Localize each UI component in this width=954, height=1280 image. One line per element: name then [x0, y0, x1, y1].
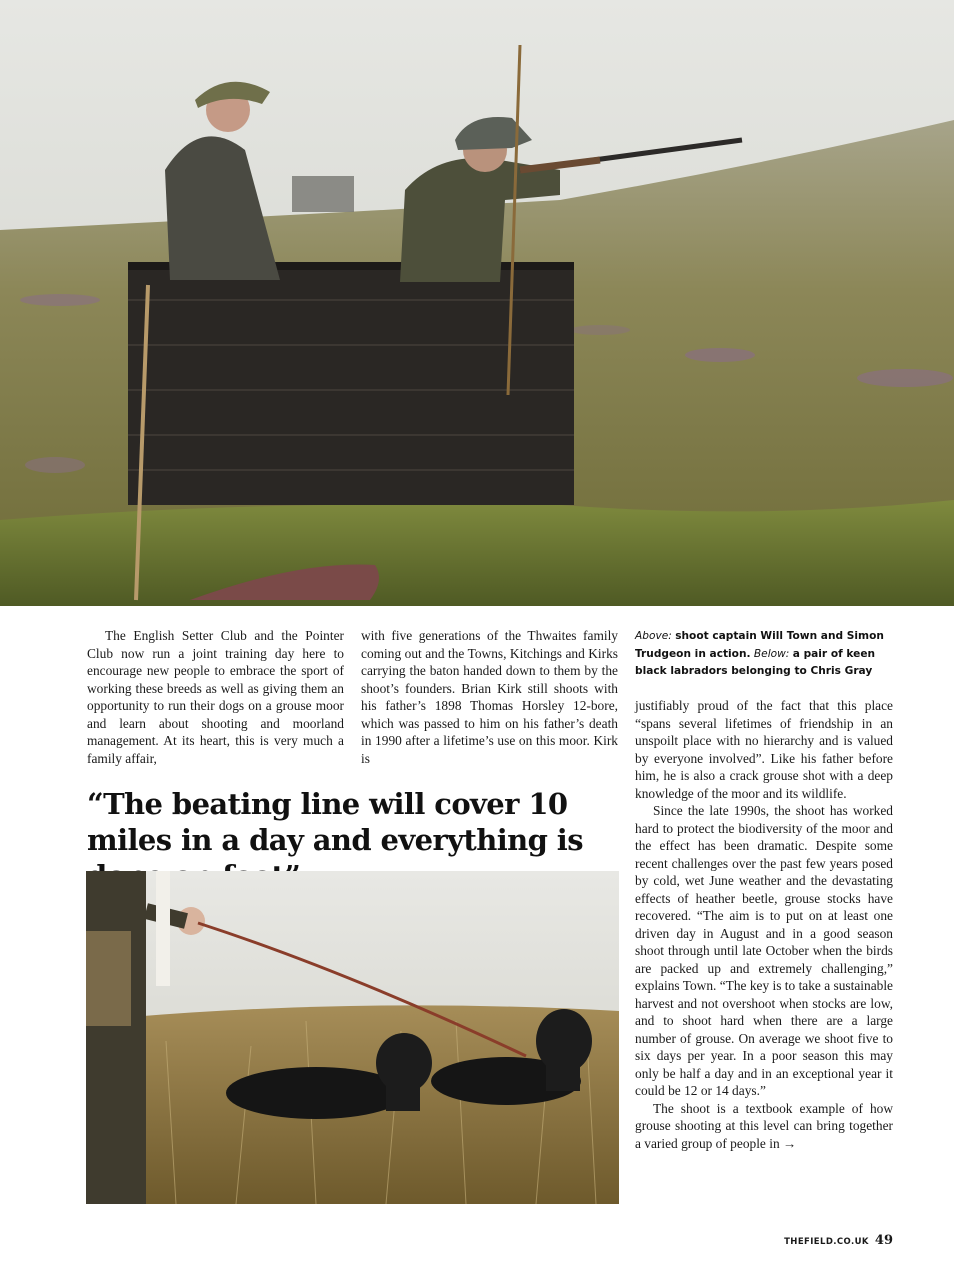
continue-arrow-icon: → — [783, 1135, 797, 1151]
body-column-2 — [361, 627, 618, 767]
caption-text-above: shoot captain Will Town and Simon Trudgeon in action. — [635, 630, 884, 660]
column-3-paragraph-1: justifiably proud of the fact that this place “spans several lifetimes of friendship in an unspoilt place with no hierarchy and is valued by everyone involved”. Like his father before him, he is also a crack grouse shot with a deep knowledge of the moor and its wildlife. — [635, 698, 893, 801]
column-3-paragraph-3-text: The shoot is a textbook example of how grouse shooting at this level can bring together a varied group of people in — [635, 1100, 893, 1151]
body-column-1 — [87, 627, 344, 767]
column-3-paragraph-2: Since the late 1990s, the shoot has worked hard to protect the biodiversity of the moor and the effect has been dramatic. Despite some recent challenges over the past few years posed by cold, wet June weather and the devastating effects of heather beetle, grouse stocks have recovered. “The aim is to put on at least one driven day in August and in a good season shoot through until late October when the birds are packed up and extremely challenging,” explains Town. “The key is to take a sustainable harvest and not overshoot when stocks are low, and to shoot hard when there are a large number of grouse. On average we shoot five to six days per year. In a poor season this may only be half a day and in an exceptional year it could be 12 or 14 days.” — [635, 803, 894, 1098]
hero-photo — [0, 0, 954, 606]
column-2-paragraph: with five generations of the Thwaites family coming out and the Towns, Kitchings and Kirks carrying the baton handed down to them by the shoot’s founders. Brian Kirk still shoots with his father’s 1898 Thomas Horsley 12-bore, which was passed to him on his father’s death in 1990 after a lifetime’s use on this moor. Kirk is — [361, 628, 618, 766]
page-number: 49 — [874, 1233, 893, 1248]
labradors-photo — [86, 871, 619, 1204]
grouse-butt-photo-illustration — [0, 0, 954, 606]
column-3-paragraph-3 — [635, 1100, 893, 1153]
column-1-paragraph: The English Setter Club and the Pointer Club now run a joint training day here to encourage new people to embrace the sport of working these breeds as well as giving them an opportunity to run their dogs on a grouse moor and learn about shooting and moorland management. At its heart, this is very much a family affair, — [87, 628, 344, 766]
labradors-photo-illustration — [86, 871, 619, 1204]
site-url: THEFIELD.CO.UK — [784, 1237, 869, 1247]
pull-quote: “The beating line will cover 10 miles in a day and everything is — [87, 787, 583, 857]
caption-label-above: Above: — [635, 630, 672, 642]
caption-text-below: a pair of keen black labradors belonging to Chris Gray — [635, 647, 876, 677]
body-column-3 — [635, 697, 893, 1152]
page-footer — [784, 1233, 893, 1248]
caption-label-below: Below: — [753, 647, 790, 660]
photo-caption — [635, 628, 897, 681]
